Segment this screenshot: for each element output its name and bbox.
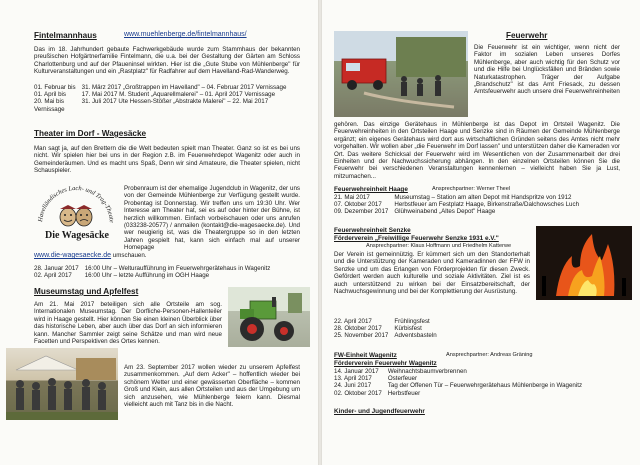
fire-truck-icon	[334, 31, 468, 117]
event-row: 09. Dezember 2017 Glühweinabend „Altes Depot" Haage	[334, 208, 496, 216]
fintelmann-text: Das im 18. Jahrhundert gebaute Fachwerkgebäude wurde zum Stammhaus der bekannten preußischen Hofgärtnerfamilie Fintelmann, die u.a. bei der Gestaltung der Gärten am Schloss Charlottenburg und auf der Pfaueninsel wirkten. Hier ist die „Gute Stube von Mühlenberge" für Kulturveranstaltungen und ein „Rastplatz" für Radfahrer auf dem Havelland-Rad-Wanderweg.	[34, 46, 300, 76]
theater-homepage-tail: umschauen.	[112, 252, 147, 259]
tractor-photo	[228, 287, 310, 347]
wagenitz-contact: Ansprechpartner: Andreas Gräning	[446, 352, 533, 358]
senzke-events	[334, 318, 443, 340]
event-row: 20. Mai bis 31. Juli 2017 Ute Hessen-Stößer „Abstrakte Malerei" – 22. Mai 2017	[34, 98, 269, 106]
right-column	[322, 0, 640, 465]
theater-events	[34, 265, 276, 279]
senzke-text: Der Verein ist gemeinnützig. Er kümmert sich um den Standorterhalt und die Unterstützung der Kameraden und Kameradinnen der FFW in Senzke und um das Erlangen von Förderprojekten für diesen Zweck. Gefördert werden auch kulturelle und soziale Aktivitäten. Ziel ist es auch unterstützend zu wirken bei der Einsatzbereitschaft, der Nachwuchsgewinnung und bei der Komplettierung der Ausrüstung.	[334, 251, 530, 296]
event-row: 02. Oktober 2017 Herbstfeuer	[334, 389, 421, 397]
fintelmann-link[interactable]: www.muehlenberge.de/fintelmannhaus/	[124, 31, 247, 38]
event-row: 01. April bis 17. Mai 2017 M. Student „Aquarellmalerei" – 01. April 2017 Vernissage	[34, 91, 276, 99]
fintelmann-title: Fintelmannhaus	[34, 31, 97, 40]
event-row: 01. Februar bis 31. März 2017 „Großtrappen im Havelland" – 04. Februar 2017 Vernissage	[34, 84, 287, 91]
feuerwehr-text-2: gehören. Das einzige Gerätehaus in Mühlenberge ist das Depot im Ortsteil Wagenitz. Die Feuerwehreinheiten in den Ortsteilen Haage und Senzke sind in Räumen der Gemeinde Mühlenberge ergänzt; ein eigenes Gerätehaus wird dort aus wirtschaftlichen Gründen seitens des Amtes nicht mehr vorgehalten. Wir wollen aber „die Feuerwehr im Dorf lassen" und unterstützen daher die Kameraden vor Ort. Das weitere Schicksal der Feuerwehr wird im Wesentlichen von der Zusammenarbeit der drei Einheiten und der Nachwuchssicherung abhängen. In den einzelnen Ortsteilen können Sie die Feuerwehr bei verschiedenen Veranstaltungen kennenlernen – vielleicht haben Sie ja Lust, mitzumachen...	[334, 121, 620, 180]
apfelfest-photo	[6, 348, 118, 420]
event-row: 28. Januar 2017 16:00 Uhr – Welturaufführung im Feuerwehrgerätehaus in Wagenitz	[34, 265, 271, 272]
wagenitz-verein: Förderverein Feuerwehr Wagenitz	[334, 360, 437, 367]
event-row: 13. April 2017 Osterfeuer	[334, 375, 418, 383]
event-row: 22. April 2017 Frühlingsfest	[334, 318, 430, 325]
senzke-verein: Förderverein „Freiwillige Feuerwehr Senzke 1931 e.V."	[334, 235, 499, 242]
theater-homepage-link[interactable]: www.die-wagesaecke.de	[34, 252, 112, 259]
event-row: Vernissage	[34, 105, 65, 113]
left-column	[0, 0, 318, 465]
feuerwehr-text-1: Die Feuerwehr ist ein wichtiger, wenn nicht der Faktor im sozialen Leben unseres Dorfes Mühlenberge, aber auch wichtig für den Schutz vor und die Hilfe bei Unglücksfällen und Bränden sowie Naturkatastrophen. Träger der Aufgabe „Brandschutz" ist das Amt Friesack, zu dessen Amtsfeuerwehr auch unsere drei Feuerwehreinheiten	[474, 44, 620, 96]
feuerwehr-title: Feuerwehr	[506, 31, 548, 40]
wagenitz-title: FW-Einheit Wagenitz	[334, 352, 397, 359]
senzke-contact: Ansprechpartner: Klaus Hoffmann und Friedhelm Katterwe	[366, 243, 512, 249]
logo-name: Die Wagesäcke	[45, 230, 109, 241]
fintelmann-events	[34, 84, 292, 113]
feuerwehr-photo	[334, 31, 468, 117]
crowd-icon	[6, 348, 118, 420]
event-row: 07. Oktober 2017 Herbstfeuer am Festplatz Haage, Birkenstraße/Dalchowsches Luch	[334, 201, 580, 209]
kinder-title: Kinder- und Jugendfeuerwehr	[334, 408, 425, 415]
wagenitz-events	[334, 368, 588, 397]
bonfire-icon	[536, 226, 632, 300]
museum-title: Museumstag und Apfelfest	[34, 287, 139, 296]
event-row: 25. November 2017 Adventsbasteln	[334, 332, 437, 340]
museum-text-2: Am 23. September 2017 wollen wieder zu unserem Apfelfest zusammenkommen. „Auf dem Acker" – hoffentlich wieder bei schönem Wetter und einer gewässerten Oberfläche – kommen Groß und Klein, aus allen Ortsteilen und aus der Umgebung um sich anzusehen, wie Mühlenberge feiern kann. Diesmal vielleicht auch mit Tanz bis in die Nacht.	[124, 364, 300, 409]
theater-text: Probenraum ist der ehemalige Jugendclub in Wagenitz, der uns von der Gemeinde Mühlenberge zur Verfügung gestellt wurde. Probentag ist Donnerstag. Wir treffen uns um 19:30 Uhr. Wer Interesse am Theater hat, sei es auf oder hinter der Bühne, ist herzlich willkommen. Einfach vorbeischauen oder uns anrufen (033238-20577) / anmailen (kontakt@die-wagesaecke.de). Und wer neugierig ist, was die Theatergruppe so in den letzten Jahren gespielt hat, kann sich einfach mal auf unserer Homepage	[124, 185, 300, 252]
haage-events	[334, 194, 585, 216]
senzke-title: Feuerwehreinheit Senzke	[334, 227, 411, 234]
wagesaecke-logo	[34, 184, 118, 242]
logo-arc-text: Havelländisches Lach- und Trag-Theate	[37, 184, 115, 223]
haage-title: Feuerwehreinheit Haage	[334, 186, 408, 193]
event-row: 21. Mai 2017 Museumstag – Station am alten Depot mit Handspritze von 1912	[334, 194, 572, 201]
museum-text-1: Am 21. Mai 2017 beteiligen sich alle Ortsteile am sog. Internationalen Museumstag. Der Dorfliche-Personen-Hallenteiler wird in Haage gestellt. Hier können Sie einen kleinen Überblick über das historische Leben, aber auch über das Dorf an sich informieren kann. Mancher Sammler zeigt seine Schätze und man wird neue Facetten und Perspektiven des Ortes kennen.	[34, 301, 222, 346]
event-row: 14. Januar 2017 Weihnachtsbaumverbrennen	[334, 368, 467, 375]
theater-title: Theater im Dorf - Wagesäcke	[34, 129, 147, 138]
event-row: 28. Oktober 2017 Kürbisfest	[334, 325, 422, 333]
event-row: 24. Juni 2017 Tag der Offenen Tür – Feuerwehrgerätehaus Mühlenberge in Wagenitz	[334, 382, 583, 390]
haage-contact: Ansprechpartner: Werner Theel	[432, 186, 511, 192]
tractor-icon	[228, 287, 310, 347]
theater-intro: Man sagt ja, auf den Brettern die die Welt bedeuten spielt man Theater. Ganz so ist es bei uns nicht. Wir spielen hier bei uns in der Region z.B. im Feuerwehrdepot Wagenitz oder auch in Gemeinderäumen. Und es macht uns Spaß, Denn wir sind Amateure, die Theater spielen, nicht Schauspieler.	[34, 145, 300, 175]
theater-homepage-line	[34, 252, 300, 259]
fire-photo	[536, 226, 632, 300]
event-row: 02. April 2017 16:00 Uhr – letzte Aufführung im OGH Haage	[34, 272, 210, 280]
